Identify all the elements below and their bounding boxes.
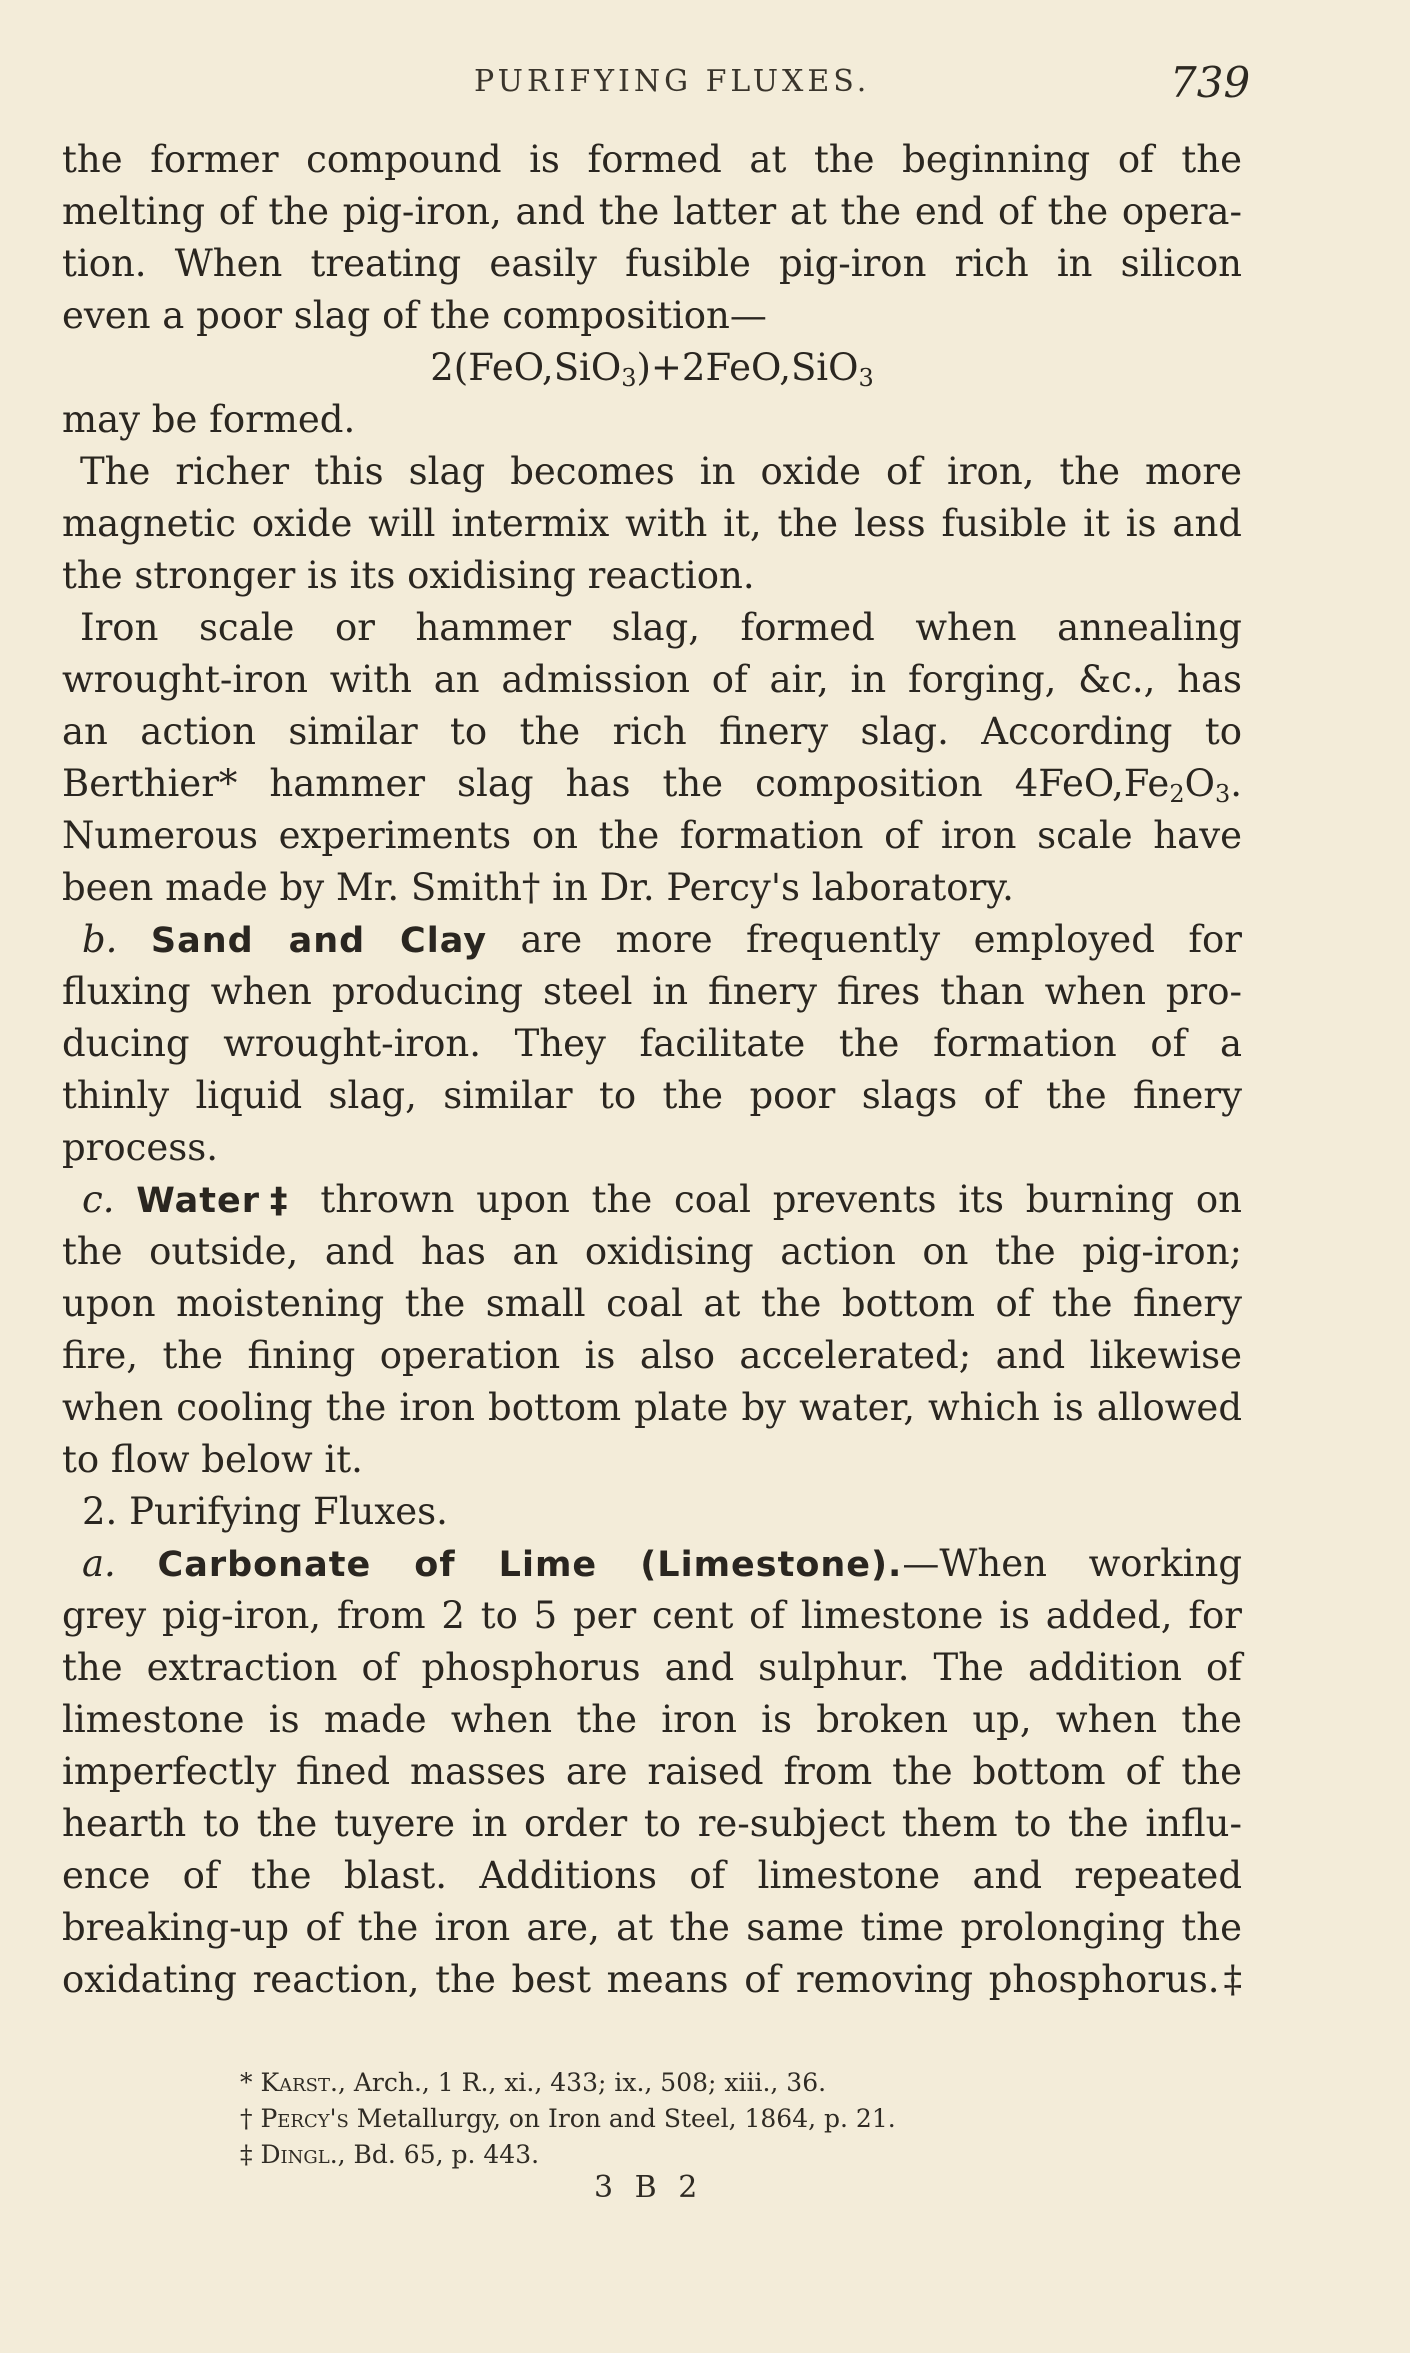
text-part: Berthier* hammer slag has the composition 4FeO,Fe	[62, 762, 1170, 805]
text-line: the former compound is formed at the beginning of the	[62, 138, 1242, 181]
footnote	[240, 2101, 1140, 2137]
text-line: The richer this slag becomes in oxide of iron, the more	[80, 450, 1242, 493]
text-line: when cooling the iron bottom plate by water, which is allowed	[62, 1386, 1242, 1429]
text-line: breaking-up of the iron are, at the same time prolonging the	[62, 1906, 1242, 1949]
text-line: magnetic oxide will intermix with it, the less fusible it is and	[62, 502, 1242, 545]
running-head: PURIFYING FLUXES.	[474, 64, 871, 99]
section-heading: Carbonate of Lime (Limestone).	[157, 1545, 903, 1585]
section-label: a.	[82, 1542, 116, 1585]
section-heading: Water‡	[136, 1181, 299, 1221]
text-line: wrought-iron with an admission of air, in forging, &c., has	[62, 658, 1242, 701]
footnote-text: Metallurgy, on Iron and Steel, 1864, p. 21.	[348, 2104, 896, 2133]
text-line: thinly liquid slag, similar to the poor slags of the finery	[62, 1074, 1242, 1117]
footnote	[240, 2065, 1140, 2101]
text-line: ducing wrought-iron. They facilitate the formation of a	[62, 1022, 1242, 1065]
footnote-author: Percy's	[260, 2104, 349, 2133]
text-line: the stronger is its oxidising reaction.	[62, 554, 755, 597]
section-line	[62, 1174, 1242, 1226]
footnote-author: Karst.	[260, 2068, 338, 2097]
text-line: Numerous experiments on the formation of iron scale have	[62, 814, 1242, 857]
text-line: tion. When treating easily fusible pig-iron rich in silicon	[62, 242, 1242, 285]
text-line: the outside, and has an oxidising action on the pig-iron;	[62, 1230, 1242, 1273]
footnote-author: Dingl.	[260, 2140, 338, 2169]
formula-subscript: 3	[621, 364, 637, 392]
text-part: are more frequently employed for	[520, 918, 1242, 961]
footnote-mark: ‡	[240, 2140, 253, 2169]
footnotes	[240, 2065, 1140, 2173]
text-part: O	[1184, 762, 1215, 805]
footnote-text: , Bd. 65, p. 443.	[337, 2140, 540, 2169]
footnote-mark: *	[240, 2068, 253, 2097]
signature-mark: 3 B 2	[594, 2170, 704, 2205]
section-line	[62, 1538, 1242, 1590]
page-header	[0, 58, 1410, 118]
text-line: Iron scale or hammer slag, formed when annealing	[80, 606, 1242, 649]
text-line: melting of the pig-iron, and the latter at the end of the opera-	[62, 190, 1242, 233]
formula-part: 2(FeO,SiO	[430, 346, 622, 389]
text-line: fluxing when producing steel in finery fires than when pro-	[62, 970, 1242, 1013]
text-line: fire, the fining operation is also accelerated; and likewise	[62, 1334, 1242, 1377]
body-text	[62, 134, 1242, 2006]
text-line: ence of the blast. Additions of limestone and repeated	[62, 1854, 1242, 1897]
text-line: to flow below it.	[62, 1438, 363, 1481]
text-line: may be formed.	[62, 398, 356, 441]
section-label: c.	[82, 1178, 115, 1221]
section-label: b.	[82, 918, 118, 961]
footnote	[240, 2137, 1140, 2173]
section-heading: Sand and Clay	[150, 921, 488, 961]
text-line: an action similar to the rich finery slag. According to	[62, 710, 1242, 753]
formula-subscript: 3	[858, 364, 874, 392]
text-line: upon moistening the small coal at the bottom of the finery	[62, 1282, 1242, 1325]
text-line: the extraction of phosphorus and sulphur. The addition of	[62, 1646, 1242, 1689]
text-line: hearth to the tuyere in order to re-subject them to the influ-	[62, 1802, 1242, 1845]
text-line: oxidating reaction, the best means of removing phosphorus.‡	[62, 1958, 1242, 2001]
section-line	[62, 914, 1242, 966]
text-line: limestone is made when the iron is broken up, when the	[62, 1698, 1242, 1741]
text-line: grey pig-iron, from 2 to 5 per cent of limestone is added, for	[62, 1594, 1242, 1637]
formula-subscript: 3	[1214, 780, 1231, 808]
text-line: even a poor slag of the composition—	[62, 294, 767, 337]
page-number: 739	[1170, 58, 1251, 107]
text-line: process.	[62, 1126, 219, 1169]
text-line: imperfectly fined masses are raised from the bottom of the	[62, 1750, 1242, 1793]
text-part: thrown upon the coal prevents its burning on	[320, 1178, 1243, 1221]
footnote-text: , Arch., 1 R., xi., 433; ix., 508; xiii., 36.	[337, 2068, 827, 2097]
formula-line	[62, 758, 1242, 810]
formula-part: )+2FeO,SiO	[636, 346, 859, 389]
footnote-mark: †	[240, 2104, 253, 2133]
text-part: —When working	[902, 1542, 1243, 1585]
text-part: .	[1230, 762, 1242, 805]
subsection-heading: 2. Purifying Fluxes.	[82, 1490, 448, 1533]
text-line: been made by Mr. Smith† in Dr. Percy's laboratory.	[62, 866, 1014, 909]
formula-line	[62, 342, 1242, 394]
formula-subscript: 2	[1169, 780, 1185, 808]
